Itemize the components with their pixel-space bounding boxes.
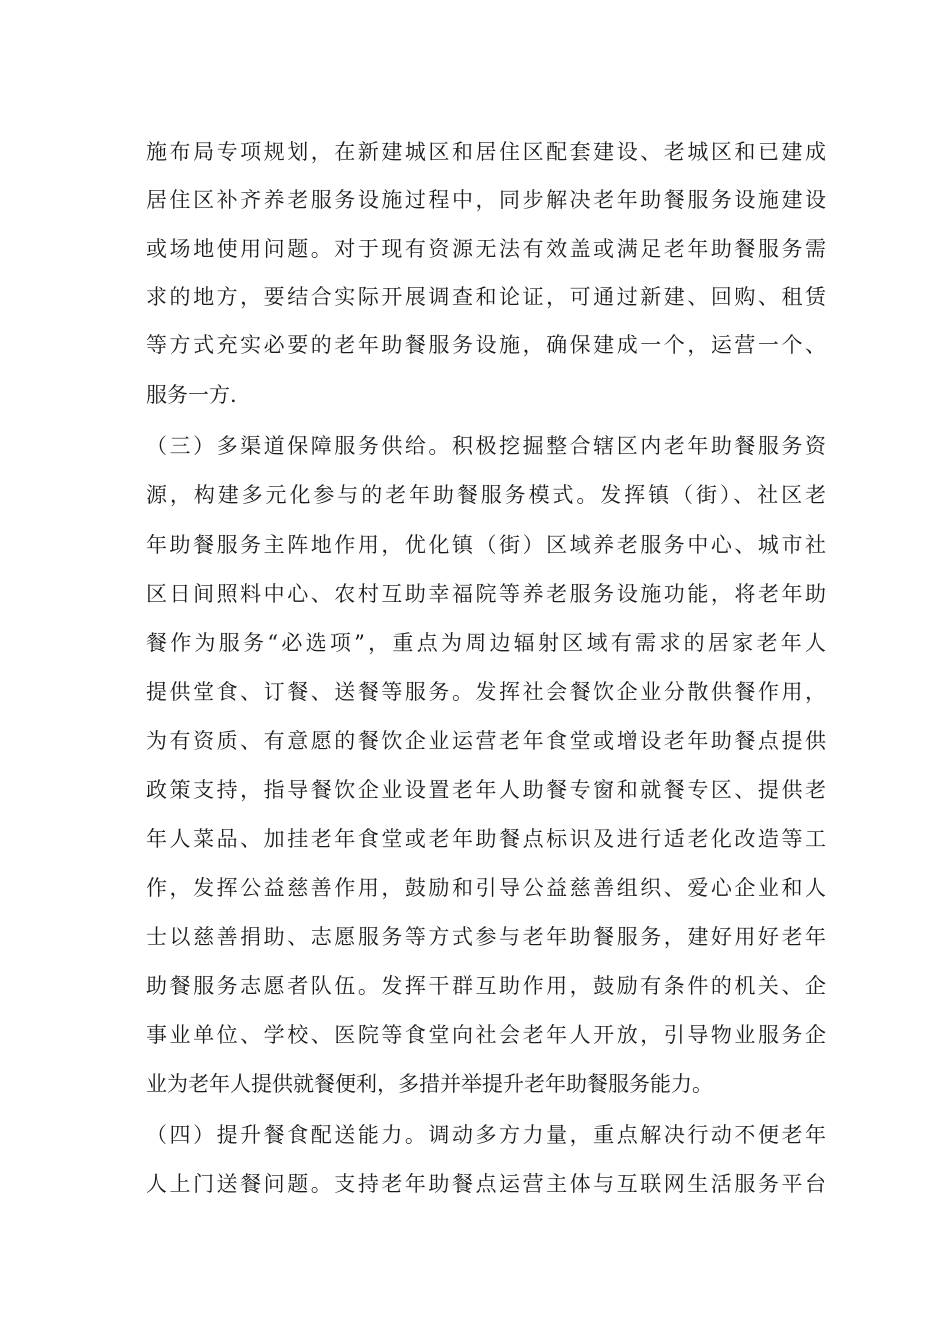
text-line: 助餐服务志愿者队伍。发挥干群互助作用，鼓励有条件的机关、企 (146, 974, 826, 998)
text-line: 服务一方. (146, 383, 237, 407)
text-line: 等方式充实必要的老年助餐服务设施，确保建成一个，运营一个、 (146, 333, 826, 357)
text-line: 居住区补齐养老服务设施过程中，同步解决老年助餐服务设施建设 (146, 188, 826, 212)
text-line: 政策支持，指导餐饮企业设置老年人助餐专窗和就餐专区、提供老 (146, 778, 826, 802)
section-heading-line: （四）提升餐食配送能力。调动多方力量，重点解决行动不便老年 (146, 1123, 826, 1147)
text-line: 士以慈善捐助、志愿服务等方式参与老年助餐服务，建好用好老年 (146, 925, 826, 949)
text-line: 餐作为服务“必选项”，重点为周边辐射区域有需求的居家老年人 (146, 631, 826, 655)
text-line: 为有资质、有意愿的餐饮企业运营老年食堂或增设老年助餐点提供 (146, 729, 826, 753)
text-line: 作，发挥公益慈善作用，鼓励和引导公益慈善组织、爱心企业和人 (146, 876, 826, 900)
text-line: 提供堂食、订餐、送餐等服务。发挥社会餐饮企业分散供餐作用， (146, 680, 826, 704)
text-line: 或场地使用问题。对于现有资源无法有效盖或满足老年助餐服务需 (146, 237, 826, 261)
text-line: 施布局专项规划，在新建城区和居住区配套建设、老城区和已建成 (146, 140, 826, 164)
text-line: 年助餐服务主阵地作用，优化镇（街）区域养老服务中心、城市社 (146, 533, 826, 557)
text-line: 业为老年人提供就餐便利，多措并举提升老年助餐服务能力。 (146, 1072, 713, 1096)
text-line: 区日间照料中心、农村互助幸福院等养老服务设施功能，将老年助 (146, 582, 826, 606)
text-line: 求的地方，要结合实际开展调查和论证，可通过新建、回购、租赁 (146, 285, 826, 309)
text-line: 年人菜品、加挂老年食堂或老年助餐点标识及进行适老化改造等工 (146, 827, 826, 851)
text-line: 事业单位、学校、医院等食堂向社会老年人开放，引导物业服务企 (146, 1023, 826, 1047)
text-line: 源，构建多元化参与的老年助餐服务模式。发挥镇（街）、社区老 (146, 483, 826, 507)
section-heading-line: （三）多渠道保障服务供给。积极挖掘整合辖区内老年助餐服务资 (146, 434, 826, 458)
text-line: 人上门送餐问题。支持老年助餐点运营主体与互联网生活服务平台 (146, 1172, 826, 1196)
